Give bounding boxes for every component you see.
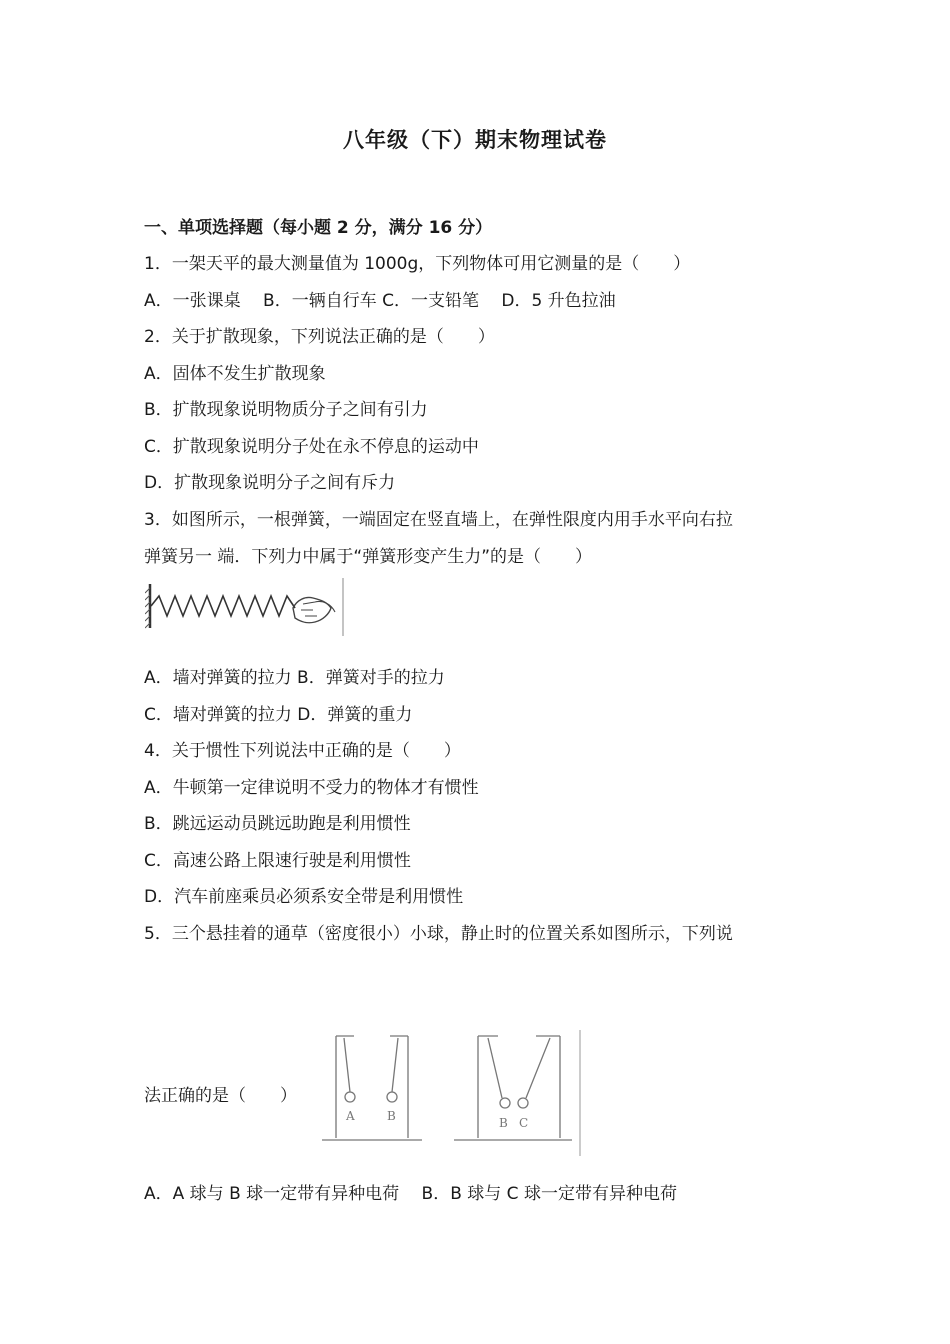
q1-options: A．一张课桌 B．一辆自行车 C．一支铅笔 D．5 升色拉油 [144, 291, 616, 311]
q2-option-a: A．固体不发生扩散现象 [144, 364, 326, 384]
q3-options-cd: C．墙对弹簧的拉力 D．弹簧的重力 [144, 705, 413, 725]
q3-stem-line2: 弹簧另一 端．下列力中属于“弹簧形变产生力”的是（ ） [144, 547, 593, 567]
q4-option-b: B．跳远运动员跳远助跑是利用惯性 [144, 814, 411, 834]
q5-stem-line1: 5．三个悬挂着的通草（密度很小）小球，静止时的位置关系如图所示，下列说 [144, 924, 733, 944]
fig-label-b-left: B [387, 1109, 396, 1123]
q3-stem-line1: 3．如图所示，一根弹簧，一端固定在竖直墙上，在弹性限度内用手水平向右拉 [144, 510, 733, 530]
fig-label-b-right: B [499, 1116, 508, 1130]
section-heading: 一、单项选择题（每小题 2 分，满分 16 分） [144, 218, 493, 238]
q4-stem: 4．关于惯性下列说法中正确的是（ ） [144, 741, 461, 761]
q1-stem: 1．一架天平的最大测量值为 1000g，下列物体可用它测量的是（ ） [144, 254, 691, 274]
page-title: 八年级（下）期末物理试卷 [343, 128, 607, 152]
q2-option-c: C．扩散现象说明分子处在永不停息的运动中 [144, 437, 479, 457]
pith-balls-figure [314, 1030, 584, 1156]
q5-options-ab: A．A 球与 B 球一定带有异种电荷 B．B 球与 C 球一定带有异种电荷 [144, 1184, 677, 1204]
fig-label-c: C [519, 1116, 529, 1130]
q4-option-c: C．高速公路上限速行驶是利用惯性 [144, 851, 411, 871]
fig-label-a: A [346, 1109, 355, 1123]
q3-options-ab: A．墙对弹簧的拉力 B．弹簧对手的拉力 [144, 668, 445, 688]
q4-option-d: D．汽车前座乘员必须系安全带是利用惯性 [144, 887, 464, 907]
q5-stem-line2: 法正确的是（ ） [144, 1086, 297, 1106]
q2-option-d: D．扩散现象说明分子之间有斥力 [144, 473, 396, 493]
q2-stem: 2．关于扩散现象，下列说法正确的是（ ） [144, 327, 495, 347]
q2-option-b: B．扩散现象说明物质分子之间有引力 [144, 400, 428, 420]
q4-option-a: A．牛顿第一定律说明不受力的物体才有惯性 [144, 778, 479, 798]
spring-figure [145, 578, 347, 636]
